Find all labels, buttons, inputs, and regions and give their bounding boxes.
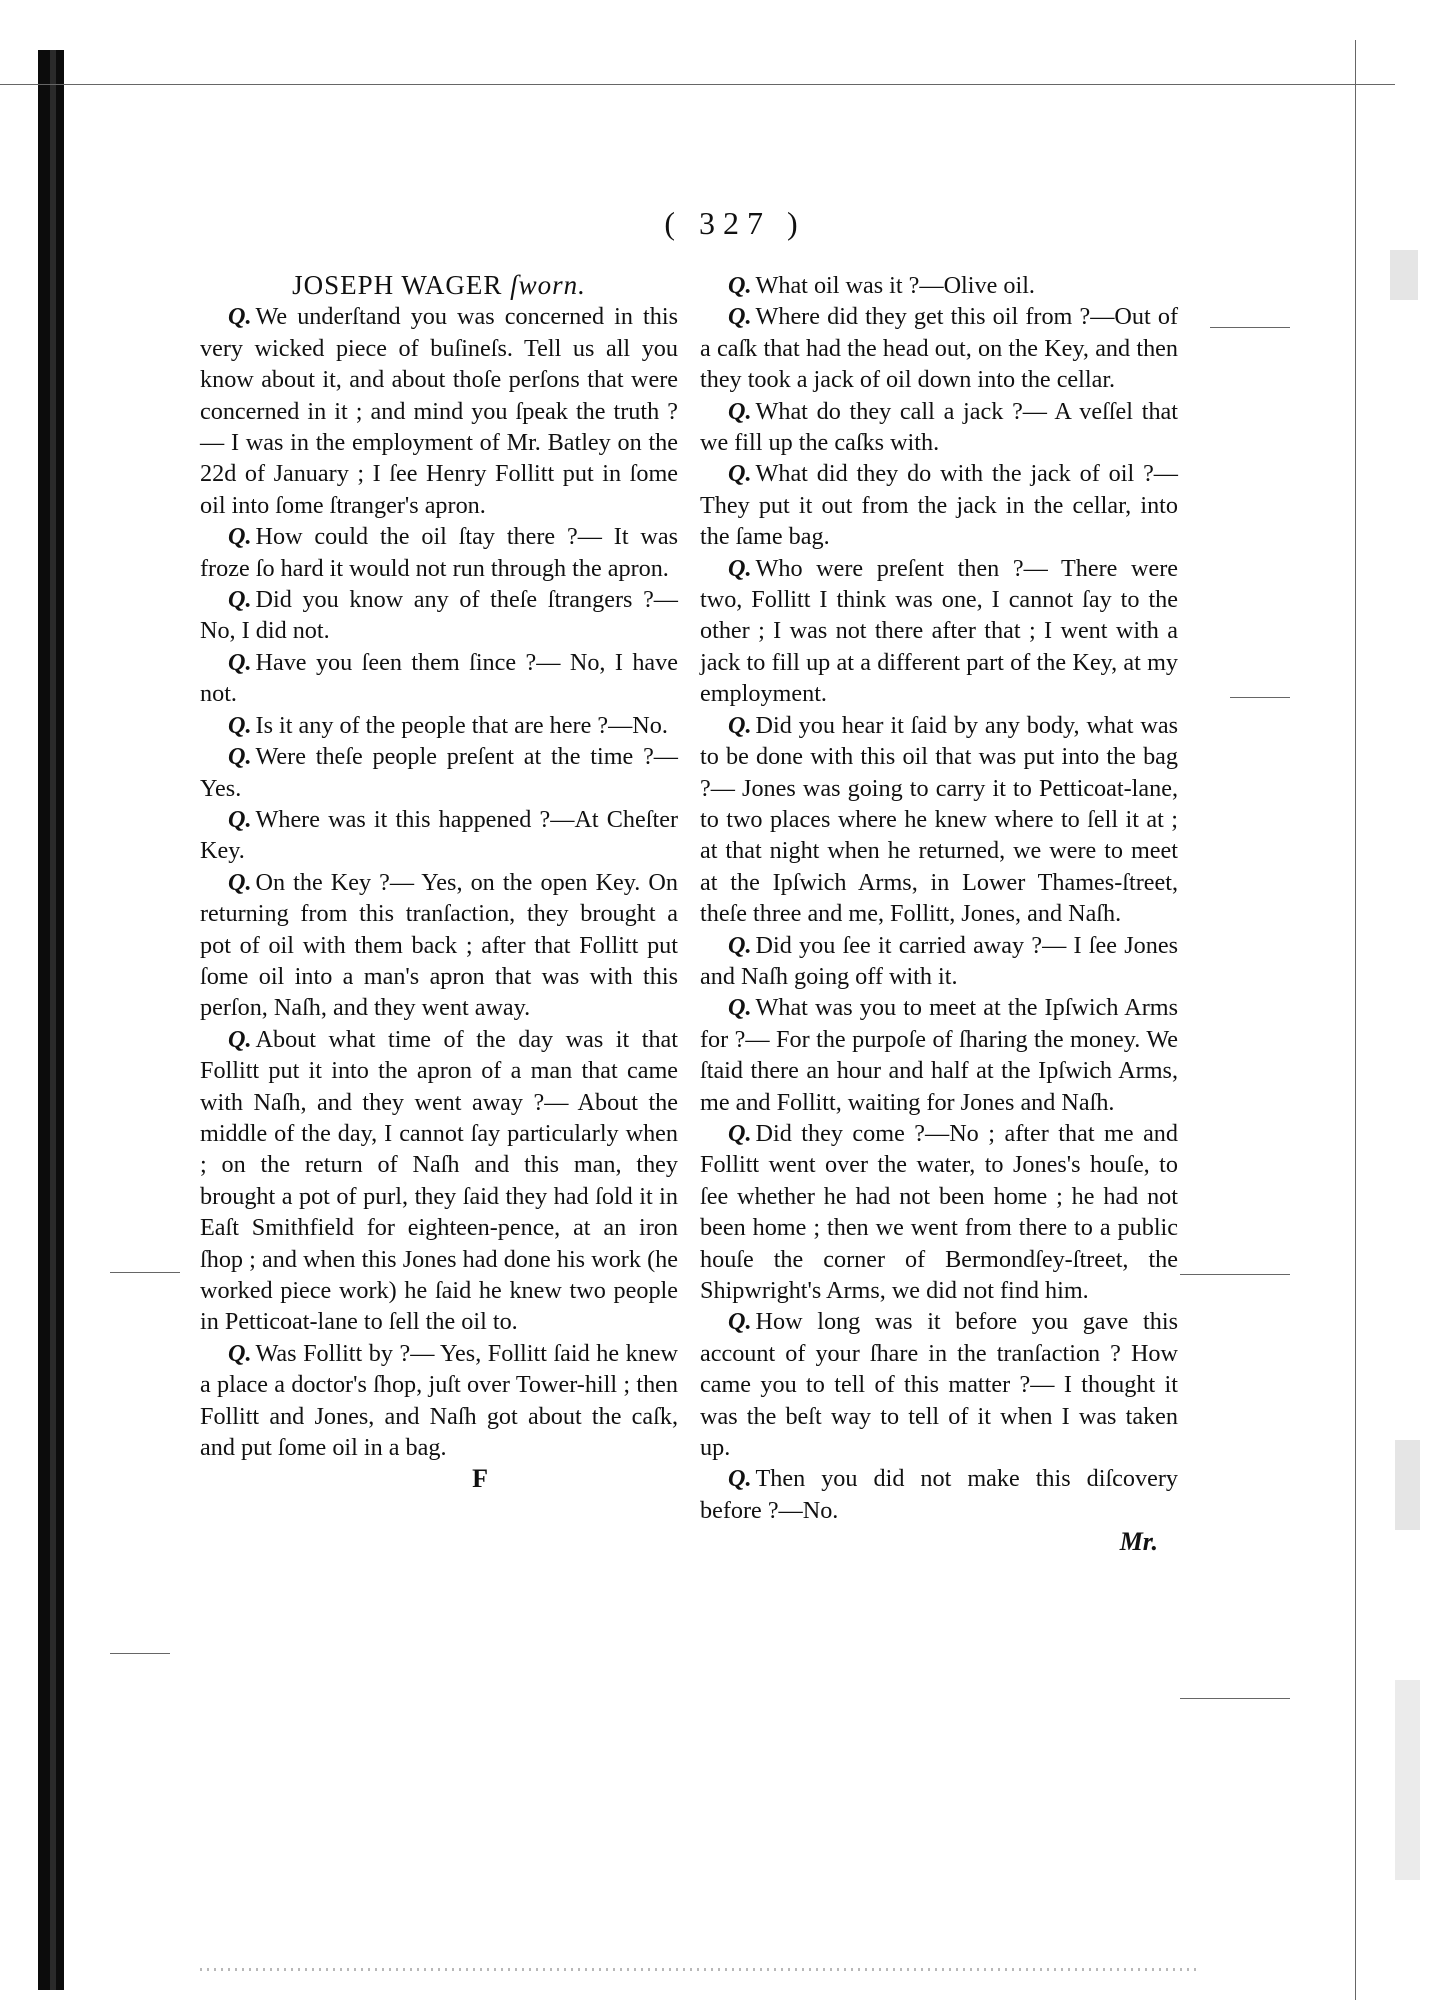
margin-speck [1395,1440,1420,1530]
question-marker: Q. [728,994,752,1022]
margin-speck [1395,1680,1420,1880]
question-marker: Q. [228,648,252,676]
margin-speck [1390,250,1418,300]
qa-paragraph: Q. How could the oil ſtay there ?— It was froze ſo hard it would not run through the apron. [200,523,678,582]
qa-paragraph: Q. What oil was it ?—Olive oil. [728,272,1035,299]
question-marker: Q. [728,460,752,488]
right-margin-mark [1180,1274,1290,1275]
right-column [700,270,1178,1558]
question-marker: Q. [228,1025,252,1053]
qa-paragraph: Q. Where was it this happened ?—At Cheſter Key. [200,805,678,865]
question-marker: Q. [728,711,752,739]
qa-paragraph: Q. Did you hear it ſaid by any body, what was to be done with this oil that was put into the bag ?— Jones was going to carry it to Petticoat-lane, to two places where he knew where to ſell it at ; at that night when he returned, we were to meet at the Ipſwich Arms, in Lower Thames-ſtreet, theſe three and me, Follitt, Jones, and Naſh. [700,711,1178,928]
top-crop-line [0,84,1395,85]
witness-name: JOSEPH WAGER [292,270,503,300]
question-marker: Q. [228,1339,252,1367]
question-marker: Q. [728,272,752,299]
qa-paragraph: Q. Did you know any of theſe ſtrangers ?—No, I did not. [200,586,678,645]
qa-paragraph: Q. Was Follitt by ?— Yes, Follitt ſaid he knew a place a doctor's ſhop, juſt over Tower-hill ; then Follitt and Jones, and Naſh got about the caſk, and put ſome oil in a bag. [200,1339,678,1462]
book-spine-edge [50,50,56,1990]
qa-paragraph: Q. What do they call a jack ?— A veſſel that we fill up the caſks with. [700,397,1178,457]
qa-paragraph: Q. What was you to meet at the Ipſwich Arms for ?— For the purpoſe of ſharing the money. We ſtaid there an hour and half at the Ipſwich Arms, me and Follitt, waiting for Jones and Naſh. [700,994,1178,1116]
question-marker: Q. [228,805,252,833]
bottom-edge-noise [200,1968,1200,1971]
left-margin-mark [110,1653,170,1654]
qa-paragraph: Q. Where did they get this oil from ?—Out of a caſk that had the head out, on the Key, and then they took a jack of oil down into the cellar. [700,303,1178,394]
question-marker: Q. [728,1465,752,1493]
right-crop-line [1355,40,1356,2000]
right-margin-mark [1230,697,1290,698]
witness-sworn: ſworn. [510,270,586,300]
qa-paragraph: Q. Were theſe people preſent at the time ?—Yes. [200,743,678,802]
qa-paragraph: Q. About what time of the day was it that Follitt put it into the apron of a man that came with Naſh, and they went away ?— About the middle of the day, I cannot ſay particularly when ; on the return of Naſh and this man, they brought a pot of purl, they ſaid they had ſold it in Eaſt Smithfield for eighteen-pence, at an iron ſhop ; and when this Jones had done his work (he worked piece work) he ſaid he knew two people in Petticoat-lane to ſell the oil to. [200,1025,678,1336]
qa-paragraph: Q. What did they do with the jack of oil ?— They put it out from the jack in the cellar, into the ſame bag. [700,460,1178,551]
qa-paragraph: Q. On the Key ?— Yes, on the open Key. On returning from this tranſaction, they brought a pot of oil with them back ; after that Follitt put ſome oil into a man's apron that was with this perſon, Naſh, and they went away. [200,868,678,1022]
question-marker: Q. [728,554,752,582]
qa-paragraph: Q. Who were preſent then ?— There were two, Follitt I think was one, I cannot ſay to the other ; I was not there after that ; I went with a jack to fill up at a different part of the Key, at my employment. [700,554,1178,708]
qa-paragraph: Q. Did they come ?—No ; after that me and Follitt went over the water, to Jones's houſe, to ſee whether he had not been home ; he had not been home ; then we went from there to a public houſe the corner of Bermondſey-ſtreet, the Shipwright's Arms, we did not find him. [700,1119,1178,1304]
question-marker: Q. [728,397,752,425]
qa-paragraph: Q. Have you ſeen them ſince ?— No, I have not. [200,648,678,708]
question-marker: Q. [228,743,252,771]
right-margin-mark [1210,327,1290,328]
right-margin-mark [1180,1698,1290,1699]
qa-paragraph: Q. Did you ſee it carried away ?— I ſee Jones and Naſh going off with it. [700,931,1178,990]
question-marker: Q. [728,1308,752,1336]
left-column [200,270,678,1495]
question-marker: Q. [728,303,752,331]
question-marker: Q. [228,523,252,551]
question-marker: Q. [728,1119,752,1147]
page-number: ( 327 ) [664,205,806,241]
left-margin-mark [110,1272,180,1273]
question-marker: Q. [228,711,252,739]
question-marker: Q. [228,868,252,896]
qa-paragraph: Q. Then you did not make this diſcovery before ?—No. [700,1465,1178,1524]
qa-paragraph: Q. We underſtand you was concerned in this very wicked piece of buſineſs. Tell us all you know about it, and about thoſe perſons that were concerned in it ; and mind you ſpeak the truth ?— I was in the employment of Mr. Batley on the 22d of January ; I ſee Henry Follitt put in ſome oil into ſome ſtranger's apron. [200,303,678,519]
witness-heading [200,270,678,301]
signature-mark: F [472,1464,488,1494]
qa-paragraph: Q. Is it any of the people that are here ?—No. [228,711,668,739]
question-marker: Q. [728,931,752,959]
qa-paragraph: Q. How long was it before you gave this account of your ſhare in the tranſaction ? How came you to tell of this matter ?— I thought it was the beſt way to tell of it when I was taken up. [700,1308,1178,1462]
question-marker: Q. [228,586,252,614]
question-marker: Q. [228,303,252,331]
catchword: Mr. [1119,1527,1158,1557]
